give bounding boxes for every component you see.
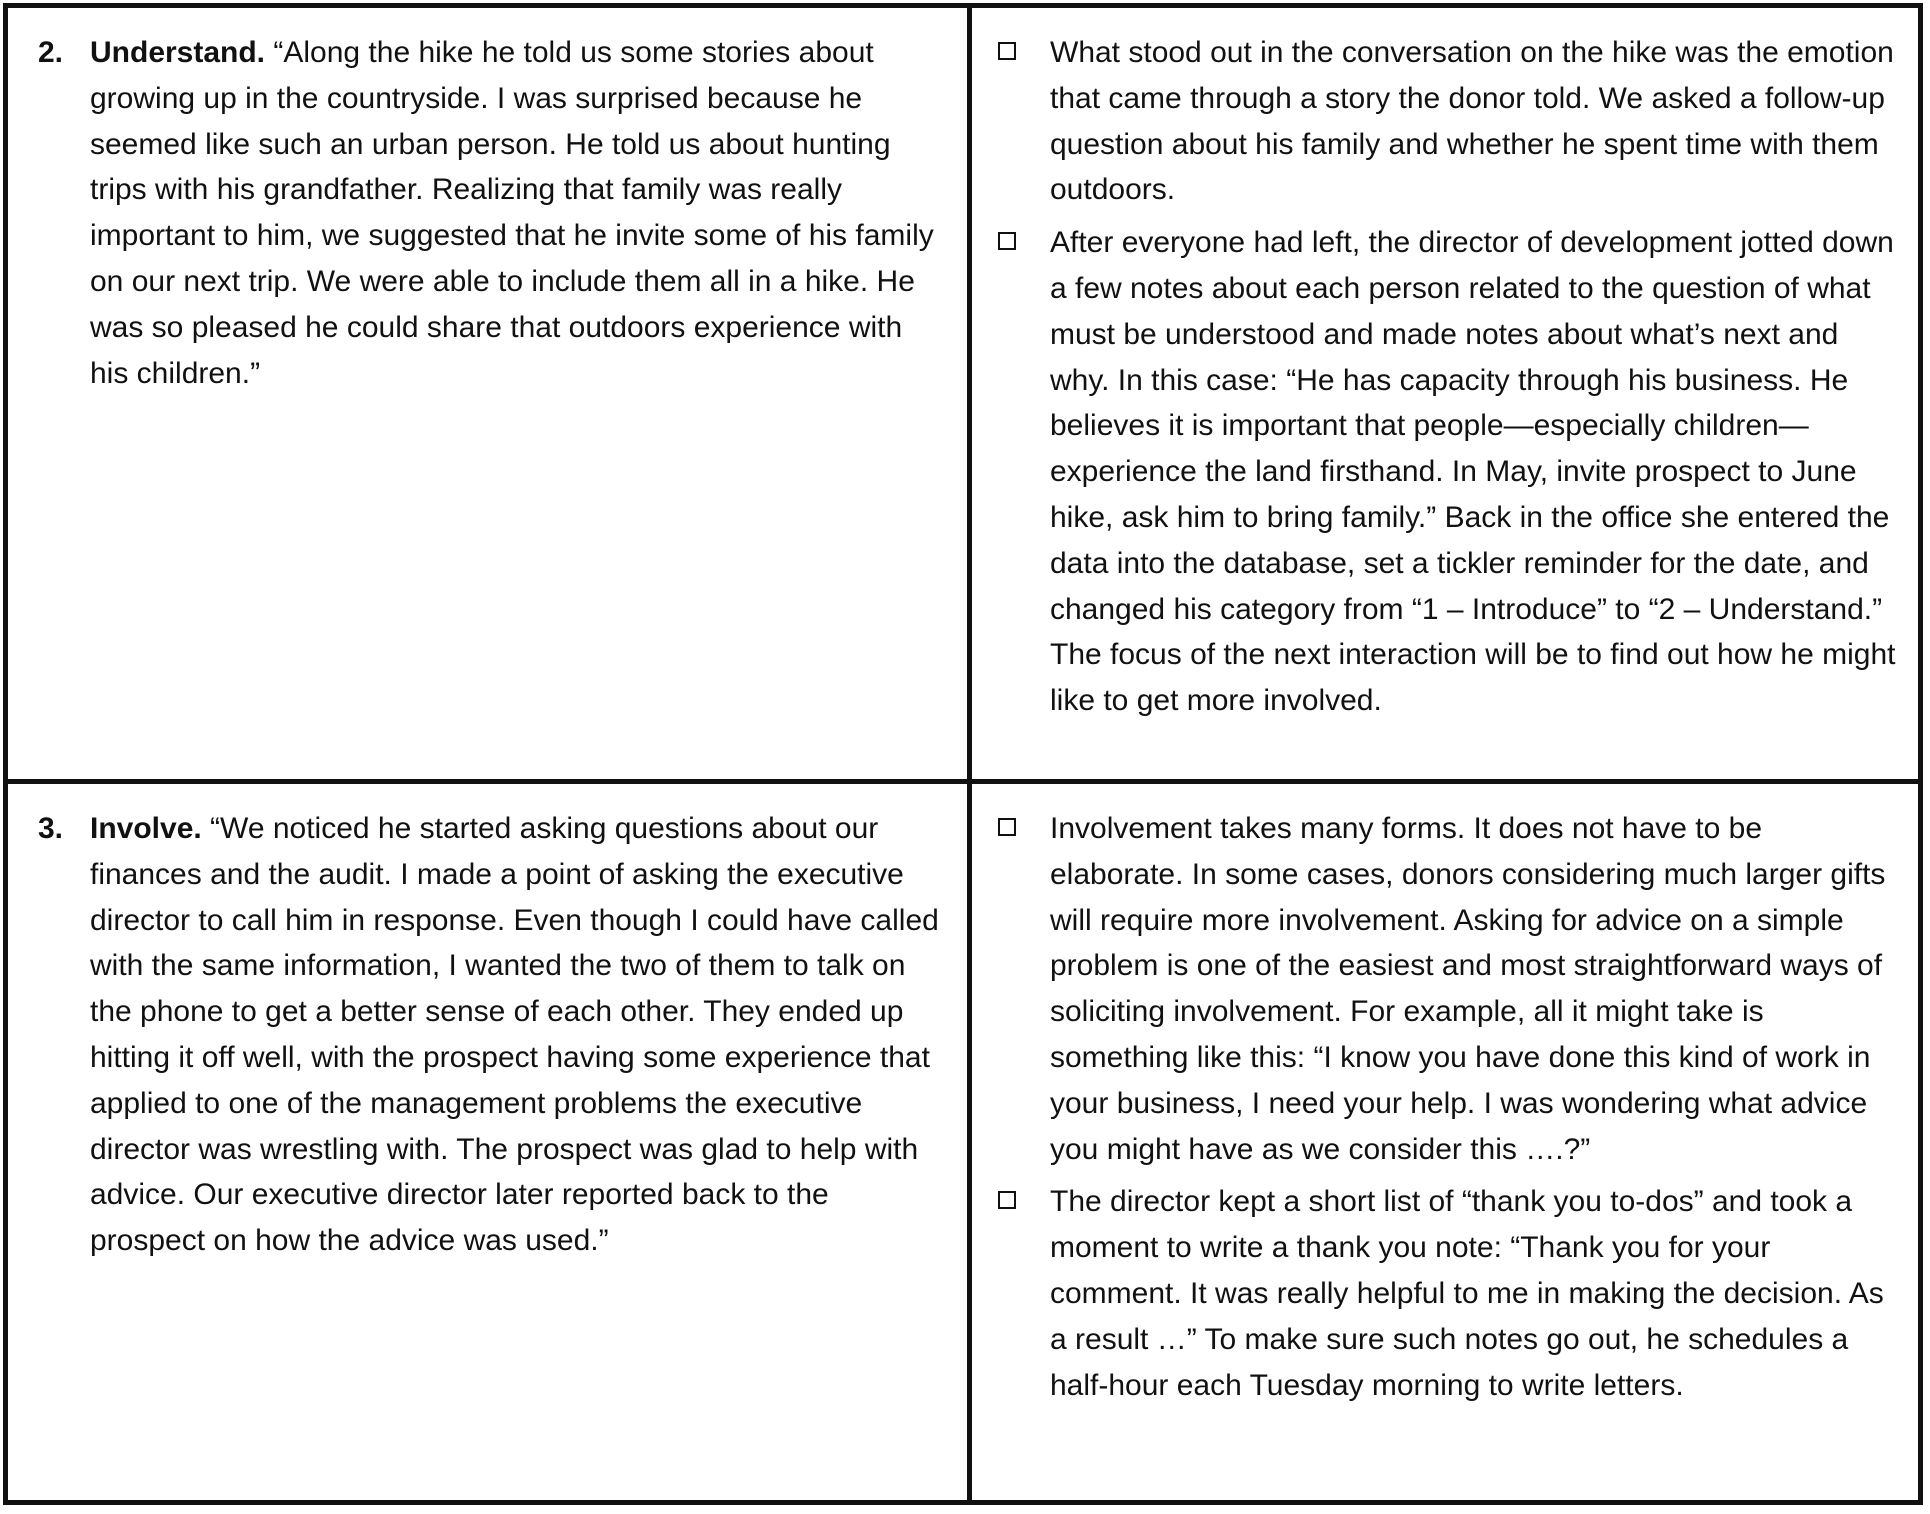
step-title: Involve. [90, 812, 202, 845]
checklist [972, 8, 1918, 724]
step-cell-involve [8, 784, 972, 1500]
step-quote: “We noticed he started asking questions about our finances and the audit. I made a point of asking the executive director to call him in response. Even though I could have called with the same information, I wanted the two of them to talk on the phone to get a better sense of each other. They ended up hitting it off well, with the prospect having some experience that applied to one of the management problems the executive director was wrestling with. The prospect was glad to help with advice. Our executive director later reported back to the prospect on how the advice was used.” [90, 812, 939, 1258]
step-number: 2. [38, 36, 64, 69]
checkbox[interactable] [998, 818, 1016, 836]
checklist-cell-understand [972, 8, 1918, 784]
step-description [8, 8, 967, 396]
step-cell-understand [8, 8, 972, 784]
checklist-item-text: What stood out in the conversation on the hike was the emotion that came through a story the donor told. We asked a follow-up question about his family and whether he spent time with them outdoors. [1050, 36, 1894, 207]
checklist-item [972, 806, 1898, 1172]
checklist-cell-involve [972, 784, 1918, 1500]
checkbox[interactable] [998, 1191, 1016, 1209]
checkbox[interactable] [998, 42, 1016, 60]
step-title: Understand. [90, 36, 266, 69]
donor-cultivation-table [3, 3, 1923, 1505]
step-number: 3. [38, 812, 64, 845]
checkbox[interactable] [998, 232, 1016, 250]
checklist-item [972, 30, 1898, 213]
checklist-item-text: Involvement takes many forms. It does not have to be elaborate. In some cases, donors considering much larger gifts will require more involvement. Asking for advice on a simple problem is one of the easiest and most straightforward ways of soliciting involvement. For example, all it might take is something like this: “I know you have done this kind of work in your business, I need your help. I was wondering what advice you might have as we consider this ….?” [1050, 812, 1886, 1166]
step-quote: “Along the hike he told us some stories about growing up in the countryside. I was surprised because he seemed like such an urban person. He told us about hunting trips with his grandfather. Realizing that family was really important to him, we suggested that he invite some of his family on our next trip. We were able to include them all in a hike. He was so pleased he could share that outdoors experience with his children.” [90, 36, 934, 390]
checklist-item [972, 220, 1898, 724]
step-description [8, 784, 967, 1264]
checklist-item-text: The director kept a short list of “thank you to-dos” and took a moment to write a thank you note: “Thank you for your comment. It was really helpful to me in making the decision. As a result …” To make sure such notes go out, he schedules a half-hour each Tuesday morning to write letters. [1050, 1185, 1884, 1402]
checklist-item-text: After everyone had left, the director of development jotted down a few notes about each person related to the question of what must be understood and made notes about what’s next and why. In this case: “He has capacity through his business. He believes it is important that people—especially children—experience the land firsthand. In May, invite prospect to June hike, ask him to bring family.” Back in the office she entered the data into the database, set a tickler reminder for the date, and changed his category from “1 – Introduce” to “2 – Understand.” The focus of the next interaction will be to find out how he might like to get more involved. [1050, 226, 1896, 718]
checklist [972, 784, 1918, 1408]
checklist-item [972, 1179, 1898, 1408]
